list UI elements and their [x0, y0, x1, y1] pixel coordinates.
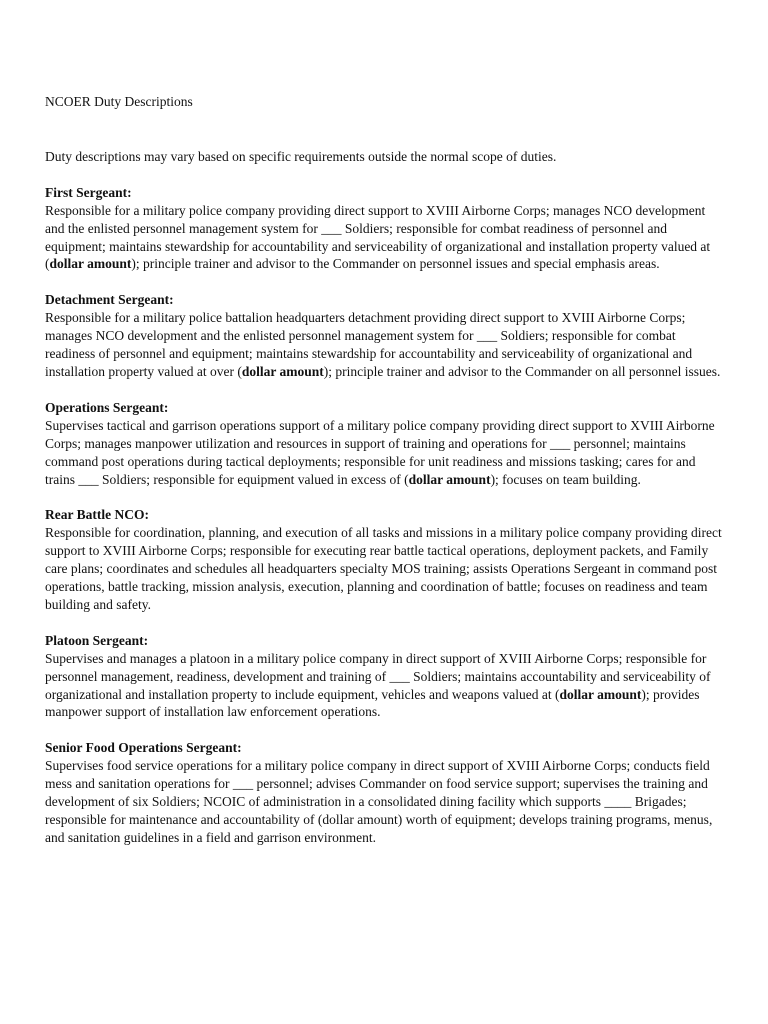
bold-segment: dollar amount — [559, 686, 642, 702]
section-heading: Senior Food Operations Sergeant: — [45, 740, 242, 756]
duty-section-operations-sergeant — [45, 399, 725, 489]
bold-segment: dollar amount — [241, 363, 324, 379]
section-heading: Rear Battle NCO: — [45, 507, 149, 523]
section-text — [45, 524, 725, 614]
document-title: NCOER Duty Descriptions — [45, 94, 193, 109]
text-segment: Supervises food service operations for a military police company in direct support of XVIII Airborne Corps; conducts field mess and sanitation operations for ___ personnel; advises Commander on food service support; supervises the training and development of six Soldiers; NCOIC of administration in a consolidated dining facility which supports ____ Brigades; responsible for maintenance and accountability of (dollar amount) worth of equipment; develops training programs, menus, and sanitation guidelines in a field and garrison environment. — [45, 758, 713, 845]
section-heading: Platoon Sergeant: — [45, 632, 149, 648]
text-segment: ); provides manpower support of installation law enforcement operations. — [45, 686, 700, 720]
text-segment: Supervises tactical and garrison operations support of a military police company providing direct support to XVIII Airborne Corps; manages manpower utilization and resources in support of training and operations for ___ personnel; maintains command post operations during tactical deployments; responsible for unit readiness and missions tasking; cares for and trains ___ Soldiers; responsible for equipment valued in excess of ( — [45, 417, 715, 487]
bold-segment: dollar amount — [408, 471, 491, 487]
text-segment: ); focuses on team building. — [490, 471, 641, 487]
text-segment: Responsible for a military police battalion headquarters detachment providing direct support to XVIII Airborne Corps; manages NCO development and the enlisted personnel management system for ___ Soldiers; responsible for combat readiness of personnel and equipment; maintains stewardship for accountability and serviceability of organizational and installation property valued at over ( — [45, 310, 693, 379]
duty-section-detachment-sergeant — [45, 291, 725, 381]
section-text — [45, 650, 725, 722]
section-text — [45, 757, 725, 847]
bold-segment: dollar amount — [49, 256, 132, 272]
duty-section-rear-battle-nco — [45, 506, 725, 613]
duty-section-first-sergeant — [45, 184, 725, 274]
section-text — [45, 417, 725, 489]
intro-paragraph: Duty descriptions may vary based on specific requirements outside the normal scope of duties. — [45, 148, 557, 164]
duty-section-senior-food-operations-sergeant — [45, 739, 725, 846]
text-segment: Responsible for coordination, planning, and execution of all tasks and missions in a military police company providing direct support to XVIII Airborne Corps; responsible for executing rear battle tactical operations, deployment packets, and Family care plans; coordinates and schedules all headquarters specialty MOS training; assists Operations Sergeant in command post operations, battle tracking, mission analysis, execution, planning and coordination of battle; focuses on readiness and team building and safety. — [45, 525, 722, 612]
text-segment: ); principle trainer and advisor to the Commander on personnel issues and special emphasis areas. — [131, 256, 660, 272]
section-heading: First Sergeant: — [45, 184, 132, 200]
document-page — [45, 93, 725, 865]
text-segment: ); principle trainer and advisor to the Commander on all personnel issues. — [323, 363, 721, 379]
section-text — [45, 309, 725, 381]
text-segment: Responsible for a military police company providing direct support to XVIII Airborne Corps; manages NCO development and the enlisted personnel management system for ___ Soldiers; responsible for combat readiness of personnel and equipment; maintains stewardship for accountability and serviceability of organizational and installation property valued at ( — [45, 202, 711, 272]
duty-section-platoon-sergeant — [45, 632, 725, 722]
section-heading: Detachment Sergeant: — [45, 292, 174, 308]
section-heading: Operations Sergeant: — [45, 399, 169, 415]
section-text — [45, 202, 725, 274]
text-segment: Supervises and manages a platoon in a military police company in direct support of XVIII Airborne Corps; responsible for personnel management, readiness, development and training of ___ Soldiers; maintains accountability and serviceability of organizational and installation property to include equipment, vehicles and weapons valued at ( — [45, 650, 711, 702]
